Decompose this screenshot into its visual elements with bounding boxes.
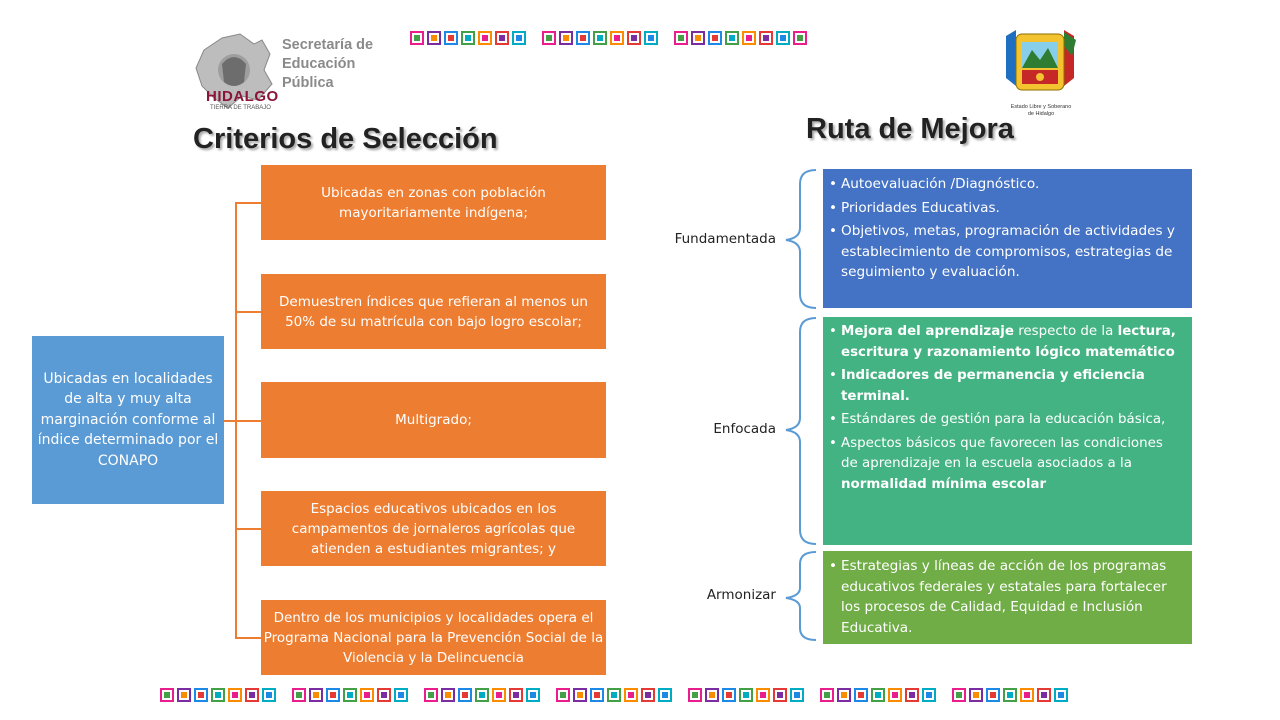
decor-square bbox=[837, 688, 851, 702]
decor-square bbox=[228, 688, 242, 702]
decor-square bbox=[194, 688, 208, 702]
decor-square bbox=[986, 688, 1000, 702]
criteria-item-1: Ubicadas en zonas con población mayoritariamente indígena; bbox=[261, 165, 606, 240]
right-title: Ruta de Mejora bbox=[806, 113, 1014, 145]
decor-square bbox=[590, 688, 604, 702]
decor-square bbox=[573, 688, 587, 702]
enfocada-item-1-text: respecto de la bbox=[1013, 324, 1118, 339]
fundamentada-item-1: • Autoevaluación /Diagnóstico. bbox=[829, 174, 1182, 195]
enfocada-panel bbox=[823, 317, 1192, 545]
decor-square bbox=[475, 688, 489, 702]
tree-connector-3 bbox=[235, 420, 261, 422]
brace-group bbox=[782, 168, 822, 648]
decor-strip-bottom bbox=[160, 688, 1068, 702]
decor-square bbox=[424, 688, 438, 702]
decor-square bbox=[905, 688, 919, 702]
decor-square bbox=[688, 688, 702, 702]
decor-square bbox=[854, 688, 868, 702]
criteria-item-2: Demuestren índices que refieran al menos un 50% de su matrícula con bajo logro escolar; bbox=[261, 274, 606, 349]
enfocada-item-1-bold-b: lectura, escritura y razonamiento lógico matemático bbox=[841, 324, 1176, 360]
decor-square bbox=[211, 688, 225, 702]
decor-square bbox=[705, 688, 719, 702]
tree-connector-1 bbox=[235, 202, 261, 204]
enfocada-item-2 bbox=[829, 366, 1182, 407]
decor-gap bbox=[807, 688, 817, 702]
label-enfocada: Enfocada bbox=[713, 421, 776, 437]
fundamentada-panel bbox=[823, 169, 1192, 308]
label-fundamentada: Fundamentada bbox=[674, 231, 776, 247]
brace-enfocada-icon bbox=[786, 318, 816, 544]
enfocada-item-4-text: Aspectos básicos que favorecen las condiciones de aprendizaje en la escuela asociados a la bbox=[841, 435, 1163, 471]
tree-connector-4 bbox=[235, 528, 261, 530]
decor-square bbox=[292, 688, 306, 702]
decor-square bbox=[556, 688, 570, 702]
decor-gap bbox=[661, 31, 671, 45]
decor-square bbox=[871, 688, 885, 702]
decor-square bbox=[326, 688, 340, 702]
decor-square bbox=[576, 31, 590, 45]
decor-square bbox=[309, 688, 323, 702]
decor-square bbox=[1037, 688, 1051, 702]
decor-square bbox=[245, 688, 259, 702]
decor-gap bbox=[939, 688, 949, 702]
enfocada-item-1 bbox=[829, 322, 1182, 363]
decor-square bbox=[478, 31, 492, 45]
decor-square bbox=[627, 31, 641, 45]
decor-square bbox=[952, 688, 966, 702]
decor-gap bbox=[411, 688, 421, 702]
decor-square bbox=[410, 31, 424, 45]
decor-gap bbox=[543, 688, 553, 702]
enfocada-item-4-bold: normalidad mínima escolar bbox=[841, 476, 1047, 492]
decor-square bbox=[377, 688, 391, 702]
decor-square bbox=[776, 31, 790, 45]
decor-square bbox=[495, 31, 509, 45]
decor-square bbox=[708, 31, 722, 45]
decor-square bbox=[725, 31, 739, 45]
decor-square bbox=[722, 688, 736, 702]
criteria-item-4: Espacios educativos ubicados en los campamentos de jornaleros agrícolas que atienden a estudiantes migrantes; y bbox=[261, 491, 606, 566]
hidalgo-tagline: TIERRA DE TRABAJO bbox=[210, 105, 271, 111]
decor-square bbox=[343, 688, 357, 702]
decor-square bbox=[759, 31, 773, 45]
fundamentada-item-3: • Objetivos, metas, programación de actividades y establecimiento de compromisos, estrategias de seguimiento y evaluación. bbox=[829, 221, 1182, 283]
decor-square bbox=[624, 688, 638, 702]
decor-square bbox=[888, 688, 902, 702]
decor-square bbox=[492, 688, 506, 702]
armonizar-item-1: • Estrategias y líneas de acción de los programas educativos federales y estatales para fortalecer los procesos de Calidad, Equidad e Inclusión Educativa. bbox=[829, 556, 1182, 638]
decor-square bbox=[644, 31, 658, 45]
decor-square bbox=[969, 688, 983, 702]
decor-strip-top bbox=[410, 31, 807, 45]
enfocada-item-3: • Estándares de gestión para la educación básica, bbox=[829, 410, 1182, 431]
state-caption-line-2: de Hidalgo bbox=[1027, 110, 1055, 117]
decor-square bbox=[691, 31, 705, 45]
decor-square bbox=[739, 688, 753, 702]
decor-gap bbox=[675, 688, 685, 702]
criteria-item-5: Dentro de los municipios y localidades opera el Programa Nacional para la Prevención Social de la Violencia y la Delincuencia bbox=[261, 600, 606, 675]
tree-connector-2 bbox=[235, 311, 261, 313]
decor-gap bbox=[279, 688, 289, 702]
decor-square bbox=[607, 688, 621, 702]
state-caption-line-1: Estado Libre y Soberano bbox=[1010, 104, 1072, 110]
decor-square bbox=[360, 688, 374, 702]
decor-square bbox=[177, 688, 191, 702]
decor-square bbox=[394, 688, 408, 702]
decor-square bbox=[742, 31, 756, 45]
armonizar-panel bbox=[823, 551, 1192, 644]
hidalgo-wordmark: HIDALGO bbox=[206, 88, 279, 105]
decor-square bbox=[444, 31, 458, 45]
criteria-item-3: Multigrado; bbox=[261, 382, 606, 458]
decor-square bbox=[610, 31, 624, 45]
criteria-root-box: Ubicadas en localidades de alta y muy alta marginación conforme al índice determinado por el CONAPO bbox=[32, 336, 224, 504]
decor-square bbox=[441, 688, 455, 702]
sep-wordmark bbox=[282, 36, 373, 93]
sep-line-1: Secretaría de bbox=[282, 37, 374, 53]
brace-fundamentada-icon bbox=[786, 170, 816, 308]
decor-square bbox=[793, 31, 807, 45]
decor-square bbox=[593, 31, 607, 45]
decor-square bbox=[262, 688, 276, 702]
fundamentada-item-2: • Prioridades Educativas. bbox=[829, 198, 1182, 219]
decor-square bbox=[773, 688, 787, 702]
decor-square bbox=[1003, 688, 1017, 702]
enfocada-item-4 bbox=[829, 434, 1182, 496]
decor-square bbox=[790, 688, 804, 702]
decor-square bbox=[461, 31, 475, 45]
decor-square bbox=[509, 688, 523, 702]
brace-armonizar-icon bbox=[786, 552, 816, 640]
decor-square bbox=[526, 688, 540, 702]
enfocada-item-1-bold-a: Mejora del aprendizaje bbox=[841, 324, 1014, 339]
left-title: Criterios de Selección bbox=[193, 123, 498, 155]
decor-square bbox=[512, 31, 526, 45]
decor-square bbox=[427, 31, 441, 45]
decor-square bbox=[1020, 688, 1034, 702]
decor-square bbox=[674, 31, 688, 45]
decor-square bbox=[542, 31, 556, 45]
decor-square bbox=[458, 688, 472, 702]
decor-square bbox=[922, 688, 936, 702]
decor-square bbox=[820, 688, 834, 702]
tree-connector-5 bbox=[235, 637, 261, 639]
decor-square bbox=[756, 688, 770, 702]
enfocada-item-2-bold: Indicadores de permanencia y eficiencia terminal. bbox=[841, 368, 1145, 404]
sep-line-3: Pública bbox=[282, 75, 334, 91]
decor-square bbox=[641, 688, 655, 702]
decor-gap bbox=[529, 31, 539, 45]
sep-line-2: Educación bbox=[282, 56, 356, 72]
label-armonizar: Armonizar bbox=[706, 587, 776, 603]
decor-square bbox=[160, 688, 174, 702]
decor-square bbox=[658, 688, 672, 702]
coat-of-arms-icon bbox=[1000, 26, 1080, 102]
decor-square bbox=[1054, 688, 1068, 702]
decor-square bbox=[559, 31, 573, 45]
